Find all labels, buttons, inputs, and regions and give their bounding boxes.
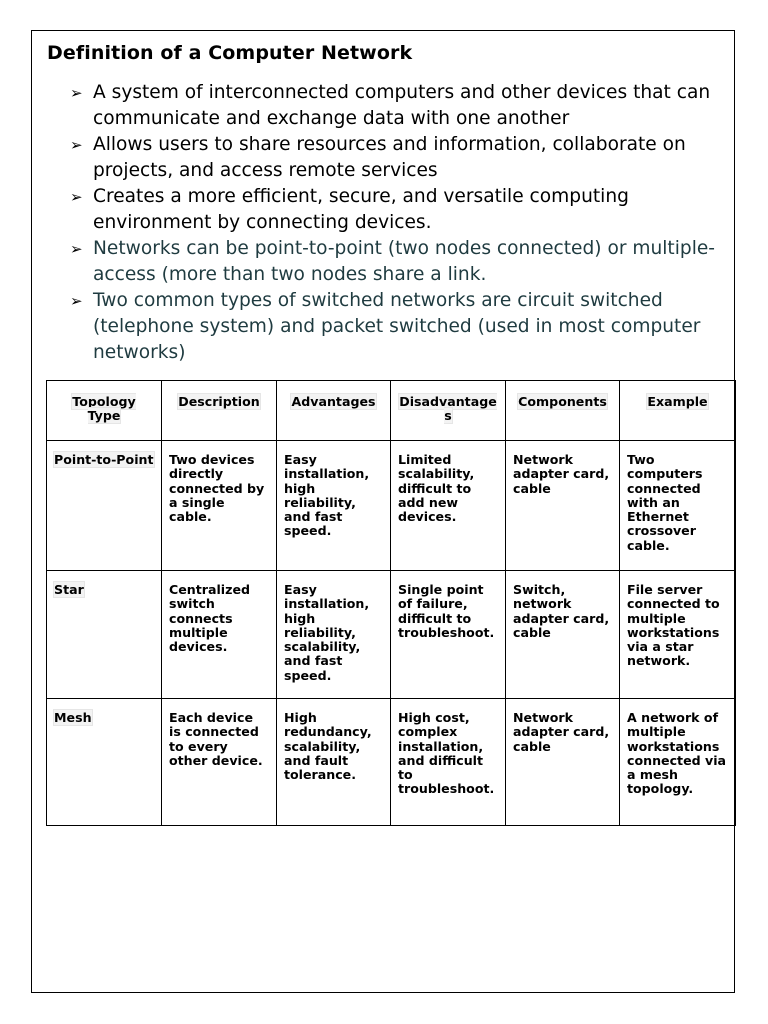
bullet-text: Networks can be point-to-point (two nodes connected) or multiple-access (more than two nodes share a link.: [93, 238, 716, 285]
page-title: Definition of a Computer Network: [47, 42, 413, 64]
header-topology-type: Topology Type: [47, 381, 162, 441]
bullet-text: A system of interconnected computers and other devices that can communicate and exchange data with one another: [93, 82, 711, 129]
cell-disadvantages: High cost, complex installation, and difficult to troubleshoot.: [391, 699, 506, 826]
header-components: Components: [506, 381, 620, 441]
arrow-bullet-icon: ➢: [70, 292, 83, 310]
bullet-item: [70, 288, 730, 366]
bullet-item: [70, 236, 730, 288]
cell-example: File server connected to multiple workstations via a star network.: [620, 571, 736, 699]
topology-table: [46, 380, 736, 826]
cell-example: A network of multiple workstations connected via a mesh topology.: [620, 699, 736, 826]
table-row: [47, 699, 736, 826]
cell-components: Network adapter card, cable: [506, 441, 620, 571]
header-advantages: Advantages: [277, 381, 391, 441]
bullet-text: Allows users to share resources and information, collaborate on projects, and access remote services: [93, 134, 686, 181]
bullet-text: Creates a more efficient, secure, and versatile computing environment by connecting devices.: [93, 186, 629, 233]
bullet-item: [70, 132, 730, 184]
cell-components: Network adapter card, cable: [506, 699, 620, 826]
table-row: [47, 571, 736, 699]
header-description: Description: [162, 381, 277, 441]
table-row: [47, 441, 736, 571]
cell-advantages: High redundancy, scalability, and fault tolerance.: [277, 699, 391, 826]
cell-disadvantages: Single point of failure, difficult to troubleshoot.: [391, 571, 506, 699]
cell-description: Centralized switch connects multiple devices.: [162, 571, 277, 699]
arrow-bullet-icon: ➢: [70, 84, 83, 102]
header-example: Example: [620, 381, 736, 441]
cell-topology-type: Point-to-Point: [47, 441, 162, 571]
bullet-list: [70, 80, 730, 366]
arrow-bullet-icon: ➢: [70, 188, 83, 206]
table-header-row: [47, 381, 736, 441]
cell-advantages: Easy installation, high reliability, scalability, and fast speed.: [277, 571, 391, 699]
header-disadvantages: Disadvantages: [391, 381, 506, 441]
arrow-bullet-icon: ➢: [70, 136, 83, 154]
cell-description: Two devices directly connected by a single cable.: [162, 441, 277, 571]
bullet-item: [70, 184, 730, 236]
cell-example: Two computers connected with an Ethernet crossover cable.: [620, 441, 736, 571]
cell-topology-type: Star: [47, 571, 162, 699]
cell-components: Switch, network adapter card, cable: [506, 571, 620, 699]
bullet-text: Two common types of switched networks are circuit switched (telephone system) and packet switched (used in most computer networks): [93, 290, 701, 363]
arrow-bullet-icon: ➢: [70, 240, 83, 258]
bullet-item: [70, 80, 730, 132]
cell-advantages: Easy installation, high reliability, and fast speed.: [277, 441, 391, 571]
cell-topology-type: Mesh: [47, 699, 162, 826]
cell-description: Each device is connected to every other device.: [162, 699, 277, 826]
cell-disadvantages: Limited scalability, difficult to add new devices.: [391, 441, 506, 571]
